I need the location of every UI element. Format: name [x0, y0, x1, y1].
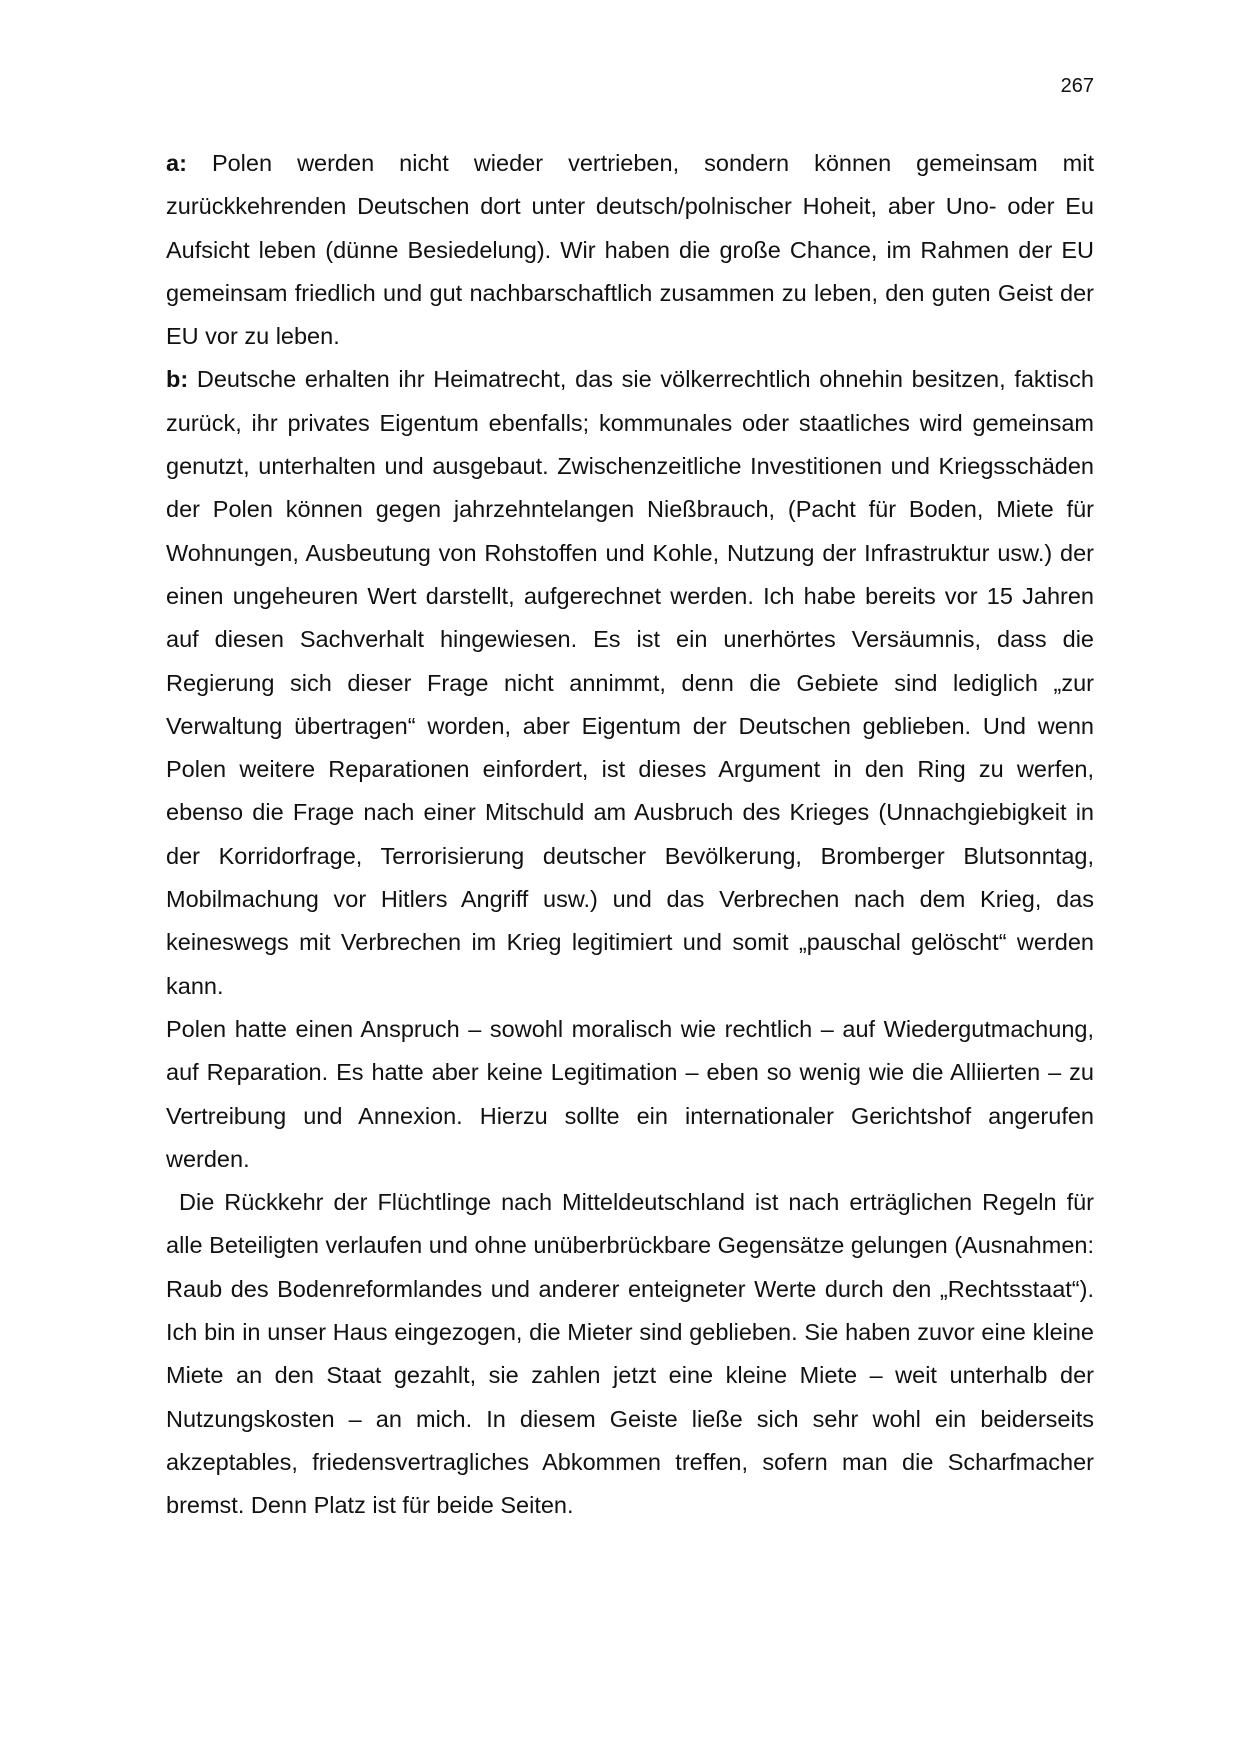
- paragraph-label-b: b:: [166, 366, 189, 393]
- document-body: [166, 142, 1094, 1528]
- paragraph-text-a: Polen werden nicht wieder vertrieben, sondern können gemeinsam mit zurückkehrenden Deutschen dort unter deutsch/polnischer Hoheit, aber Uno- oder Eu Aufsicht leben (dünne Besiedelung). Wir haben die große Chance, im Rahmen der EU gemeinsam friedlich und gut nachbarschaftlich zusammen zu leben, den guten Geist der EU vor zu leben.: [166, 150, 1095, 350]
- paragraph-rueckkehr: Die Rückkehr der Flüchtlinge nach Mitteldeutschland ist nach erträglichen Regeln für alle Beteiligten verlaufen und ohne unüberbrückbare Gegensätze gelungen (Ausnahmen: Raub des Bodenreformlandes und anderer enteigneter Werte durch den „Rechtsstaat“). Ich bin in unser Haus eingezogen, die Mieter sind geblieben. Sie haben zuvor eine kleine Miete an den Staat gezahlt, sie zahlen jetzt eine kleine Miete – weit unterhalb der Nutzungskosten – an mich. In diesem Geiste ließe sich sehr wohl ein beiderseits akzeptables, friedensvertragliches Abkommen treffen, sofern man die Scharfmacher bremst. Denn Platz ist für beide Seiten.: [166, 1189, 1094, 1519]
- paragraph-b: [166, 358, 1094, 1007]
- paragraph-polen: Polen hatte einen Anspruch – sowohl moralisch wie rechtlich – auf Wiedergutmachung, auf Reparation. Es hatte aber keine Legitimation – eben so wenig wie die Alliierten – zu Vertreibung und Annexion. Hierzu sollte ein internationaler Gerichtshof angerufen werden.: [166, 1015, 1094, 1172]
- paragraph-a: [166, 142, 1094, 358]
- page-number: 267: [1060, 75, 1094, 97]
- paragraph-label-a: a:: [166, 150, 187, 176]
- paragraph-text-b: Deutsche erhalten ihr Heimatrecht, das sie völkerrechtlich ohnehin besitzen, faktisch zurück, ihr privates Eigentum ebenfalls; kommunales oder staatliches wird gemeinsam genutzt, unterhalten und ausgebaut. Zwischenzeitliche Investitionen und Kriegsschäden der Polen können gegen jahrzehntelangen Nießbrauch, (Pacht für Boden, Miete für Wohnungen, Ausbeutung von Rohstoffen und Kohle, Nutzung der Infrastruktur usw.) der einen ungeheuren Wert darstellt, aufgerechnet werden. Ich habe bereits vor 15 Jahren auf diesen Sachverhalt hingewiesen. Es ist ein unerhörtes Versäumnis, dass die Regierung sich dieser Frage nicht annimmt, denn die Gebiete sind lediglich „zur Verwaltung übertragen“ worden, aber Eigentum der Deutschen geblieben. Und wenn Polen weitere Reparationen einfordert, ist dieses Argument in den Ring zu werfen, ebenso die Frage nach einer Mitschuld am Ausbruch des Krieges (Unnachgiebigkeit in der Korridorfrage, Terrorisierung deutscher Bevölkerung, Bromberger Blutsonntag, Mobilmachung vor Hitlers Angriff usw.) und das Verbrechen nach dem Krieg, das keineswegs mit Verbrechen im Krieg legitimiert und somit „pauschal gelöscht“ werden kann.: [166, 366, 1094, 999]
